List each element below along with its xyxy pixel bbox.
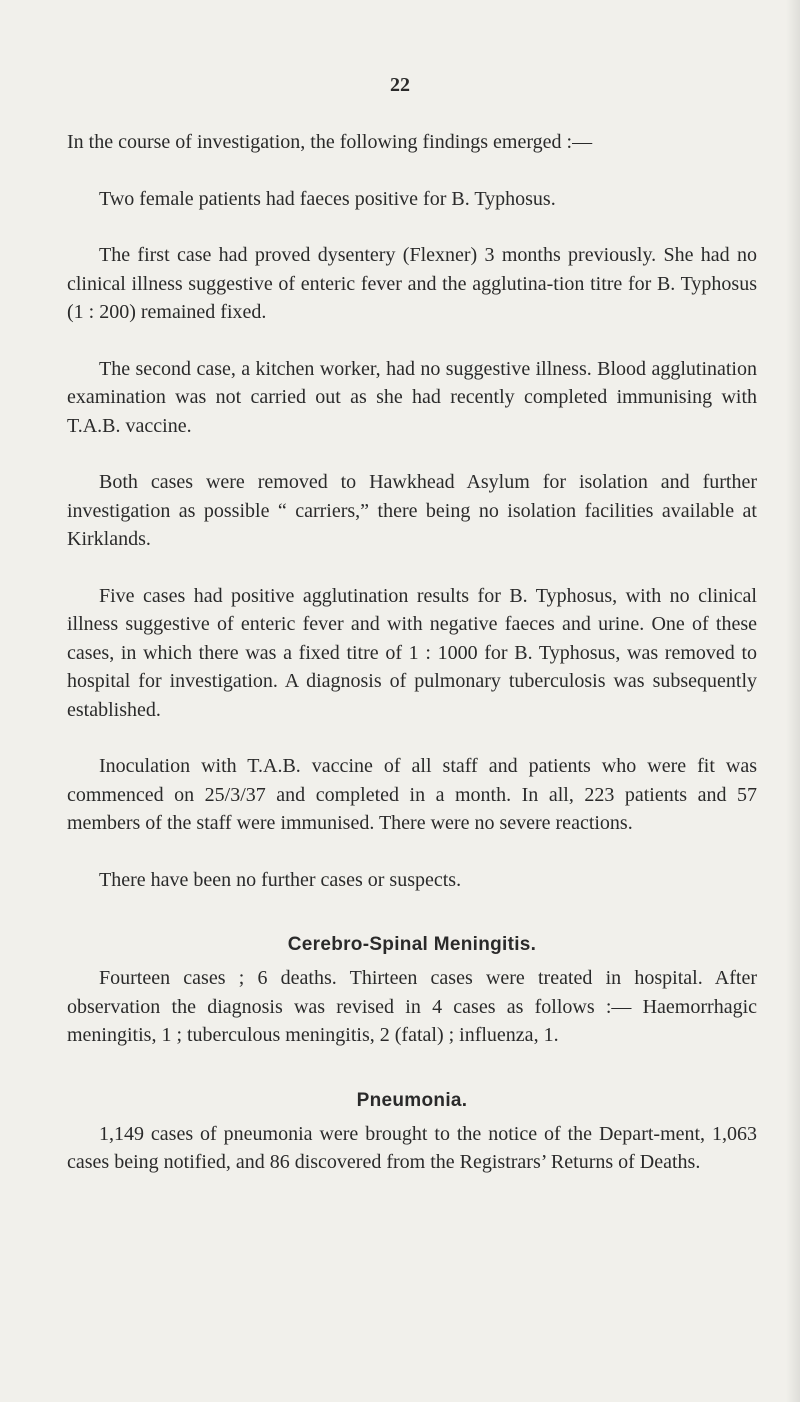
paragraph-female-patients: Two female patients had faeces positive for B. Typhosus. bbox=[99, 187, 556, 210]
section-text-pneumonia: 1,149 cases of pneumonia were brought to the notice of the Depart-ment, 1,063 cases being notified, and 86 discovered from the Registrars’ Returns of Deaths. bbox=[67, 1122, 757, 1173]
paragraph-inoculation: Inoculation with T.A.B. vaccine of all staff and patients who were fit was commenced on 25/3/37 and completed in a month. In all, 223 patients and 57 members of the staff were immunised. There were no severe reactions. bbox=[67, 755, 757, 834]
page-edge-shadow bbox=[786, 0, 800, 1402]
page-body bbox=[67, 128, 757, 1177]
paragraph-agglutination: Five cases had positive agglutination results for B. Typhosus, with no clinical illness suggestive of enteric fever and with negative faeces and urine. One of these cases, in which there was a fixed titre of 1 : 1000 for B. Typhosus, was removed to hospital for investigation. A diagnosis of pulmonary tuberculosis was subsequently established. bbox=[67, 584, 757, 721]
paragraph-second-case: The second case, a kitchen worker, had no suggestive illness. Blood agglutination examination was not carried out as she had recently completed immunising with T.A.B. vaccine. bbox=[67, 357, 757, 437]
paragraph-no-further-cases: There have been no further cases or suspects. bbox=[99, 868, 462, 891]
section-heading-meningitis: Cerebro-Spinal Meningitis. bbox=[287, 934, 537, 955]
paragraph-removal: Both cases were removed to Hawkhead Asylum for isolation and further investigation as possible “ carriers,” there being no isolation facilities available at Kirklands. bbox=[67, 471, 757, 550]
paragraph-findings-intro: In the course of investigation, the following findings emerged :— bbox=[67, 131, 593, 153]
paragraph-first-case: The first case had proved dysentery (Flexner) 3 months previously. She had no clinical illness suggestive of enteric fever and the agglutina-tion titre for B. Typhosus (1 : 200) remained fixed. bbox=[67, 244, 757, 323]
page-number: 22 bbox=[390, 74, 410, 96]
section-text-meningitis: Fourteen cases ; 6 deaths. Thirteen cases were treated in hospital. After observation the diagnosis was revised in 4 cases as follows :— Haemorrhagic meningitis, 1 ; tuberculous meningitis, 2 (fatal) ; influenza, 1. bbox=[67, 967, 757, 1046]
section-heading-pneumonia: Pneumonia. bbox=[356, 1089, 468, 1111]
